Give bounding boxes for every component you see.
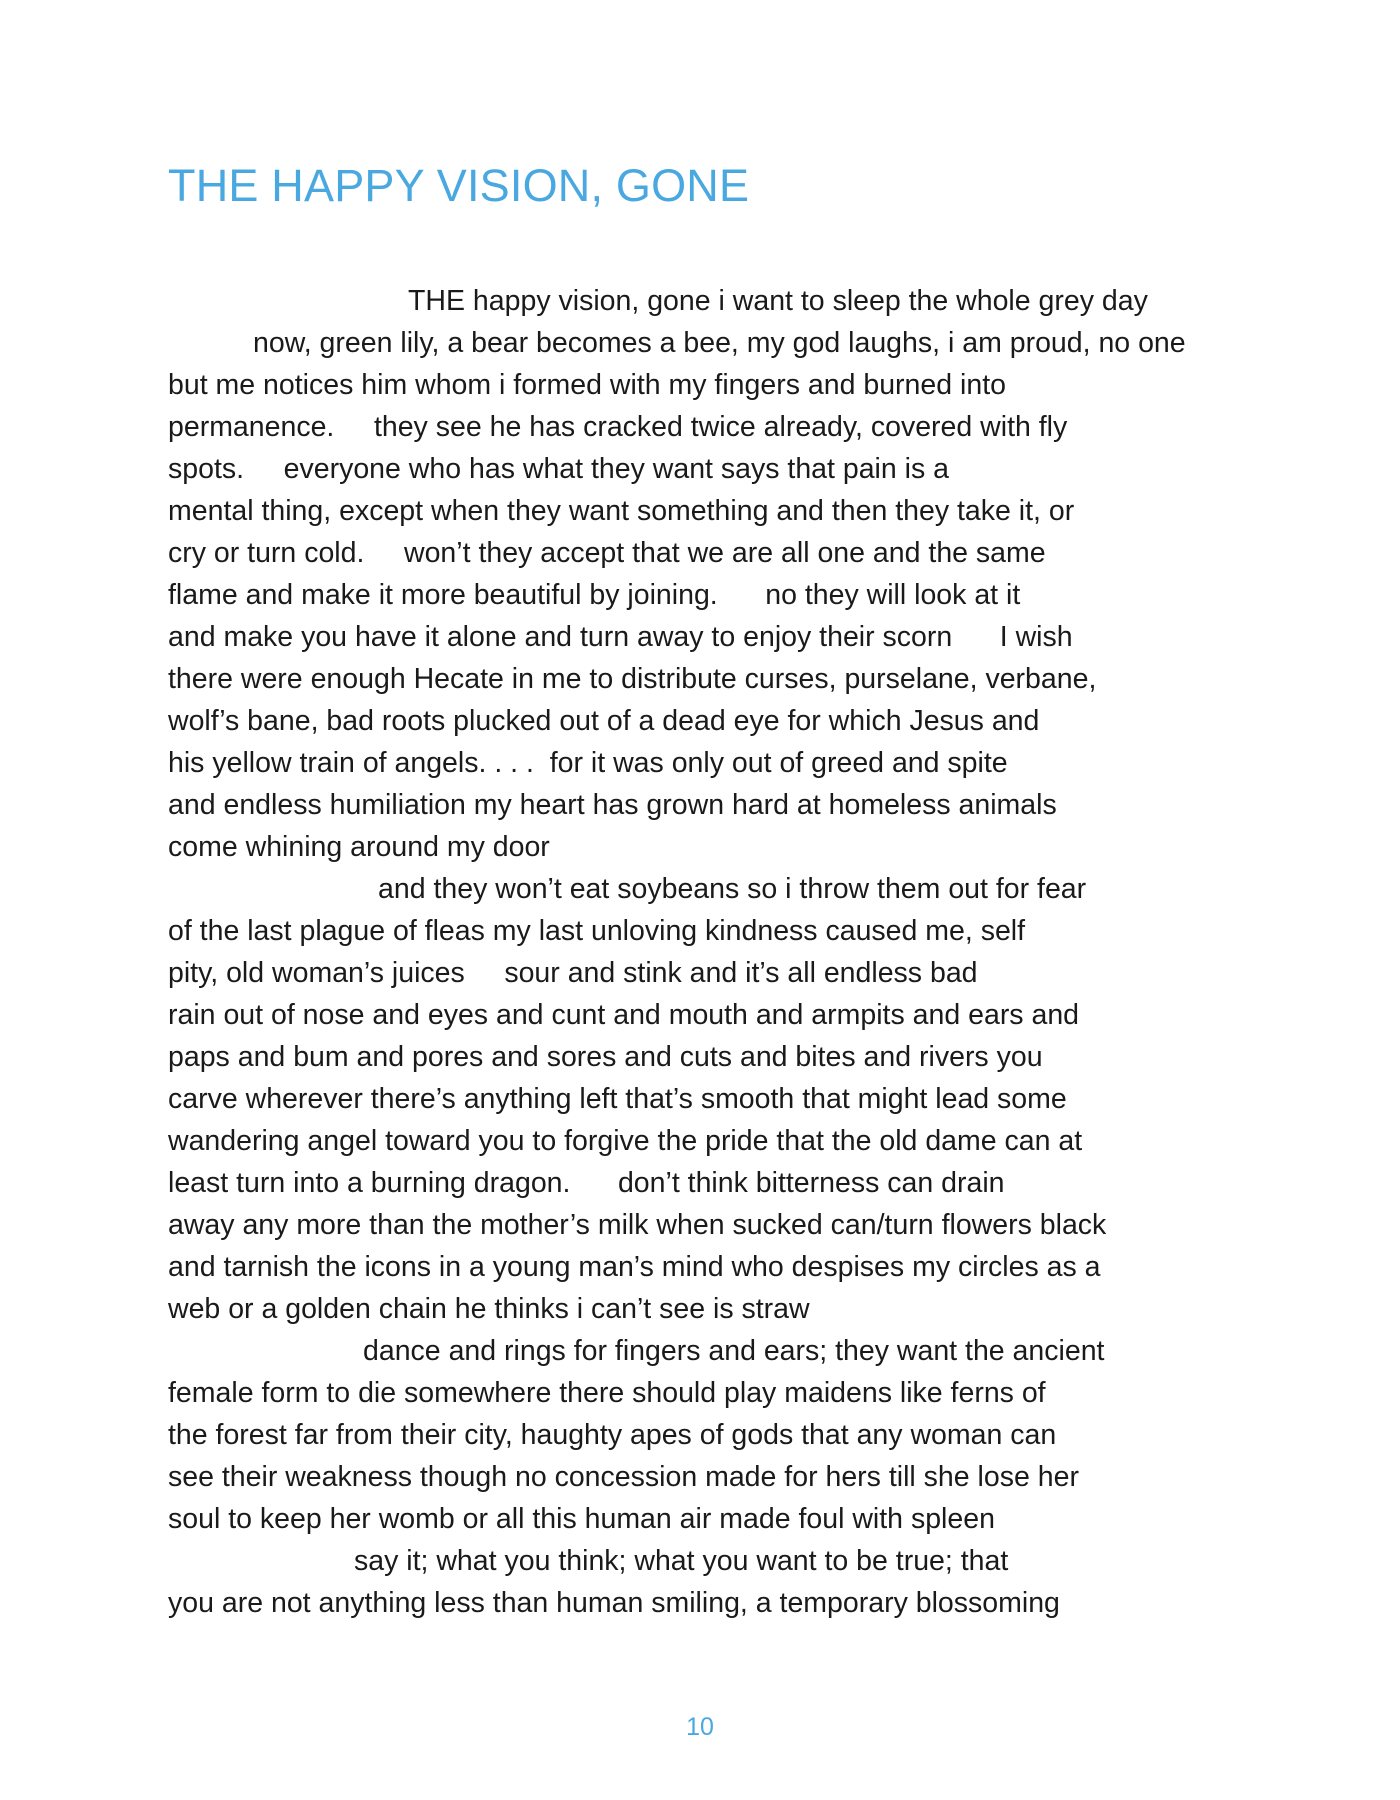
poem-line: dance and rings for fingers and ears; they want the ancient	[363, 1335, 1105, 1367]
poem-line: soul to keep her womb or all this human air made foul with spleen	[168, 1503, 995, 1535]
poem-line: come whining around my door	[168, 831, 550, 863]
poem-line: cry or turn cold. won’t they accept that we are all one and the same	[168, 537, 1046, 569]
poem-line: the forest far from their city, haughty apes of gods that any woman can	[168, 1419, 1057, 1451]
poem-line: you are not anything less than human smiling, a temporary blossoming	[168, 1587, 1060, 1619]
poem-line: permanence. they see he has cracked twice already, covered with fly	[168, 411, 1068, 443]
poem-body	[168, 280, 1268, 1624]
poem-line: there were enough Hecate in me to distribute curses, purselane, verbane,	[168, 663, 1097, 695]
poem-line: pity, old woman’s juices sour and stink and it’s all endless bad	[168, 957, 978, 989]
poem-line: his yellow train of angels. . . . for it was only out of greed and spite	[168, 747, 1008, 779]
poem-line: wandering angel toward you to forgive the pride that the old dame can at	[168, 1125, 1083, 1157]
poem-line: and they won’t eat soybeans so i throw them out for fear	[378, 873, 1087, 905]
poem-line: away any more than the mother’s milk when sucked can/turn flowers black	[168, 1209, 1107, 1241]
poem-line: mental thing, except when they want something and then they take it, or	[168, 495, 1075, 527]
page-title: THE HAPPY VISION, GONE	[168, 160, 750, 211]
poem-line: carve wherever there’s anything left that’s smooth that might lead some	[168, 1083, 1067, 1115]
poem-line: now, green lily, a bear becomes a bee, my god laughs, i am proud, no one	[253, 327, 1186, 359]
poem-line: spots. everyone who has what they want says that pain is a	[168, 453, 950, 485]
poem-line: flame and make it more beautiful by joining. no they will look at it	[168, 579, 1021, 611]
poem-line: paps and bum and pores and sores and cuts and bites and rivers you	[168, 1041, 1043, 1073]
poem-line: web or a golden chain he thinks i can’t see is straw	[168, 1293, 810, 1325]
poem-line: and make you have it alone and turn away to enjoy their scorn I wish	[168, 621, 1073, 653]
poem-line: wolf’s bane, bad roots plucked out of a dead eye for which Jesus and	[168, 705, 1040, 737]
page-number: 10	[686, 1713, 714, 1741]
poem-line: rain out of nose and eyes and cunt and mouth and armpits and ears and	[168, 999, 1080, 1031]
poem-line: and tarnish the icons in a young man’s mind who despises my circles as a	[168, 1251, 1101, 1283]
poem-line: female form to die somewhere there should play maidens like ferns of	[168, 1377, 1046, 1409]
poem-line: THE happy vision, gone i want to sleep the whole grey day	[408, 285, 1148, 317]
poem-line: see their weakness though no concession made for hers till she lose her	[168, 1461, 1079, 1493]
poem-line: and endless humiliation my heart has grown hard at homeless animals	[168, 789, 1057, 821]
poem-line: say it; what you think; what you want to be true; that	[354, 1545, 1009, 1577]
poem-line: but me notices him whom i formed with my fingers and burned into	[168, 369, 1006, 401]
poem-line: least turn into a burning dragon. don’t think bitterness can drain	[168, 1167, 1005, 1199]
poem-line: of the last plague of fleas my last unloving kindness caused me, self	[168, 915, 1026, 947]
